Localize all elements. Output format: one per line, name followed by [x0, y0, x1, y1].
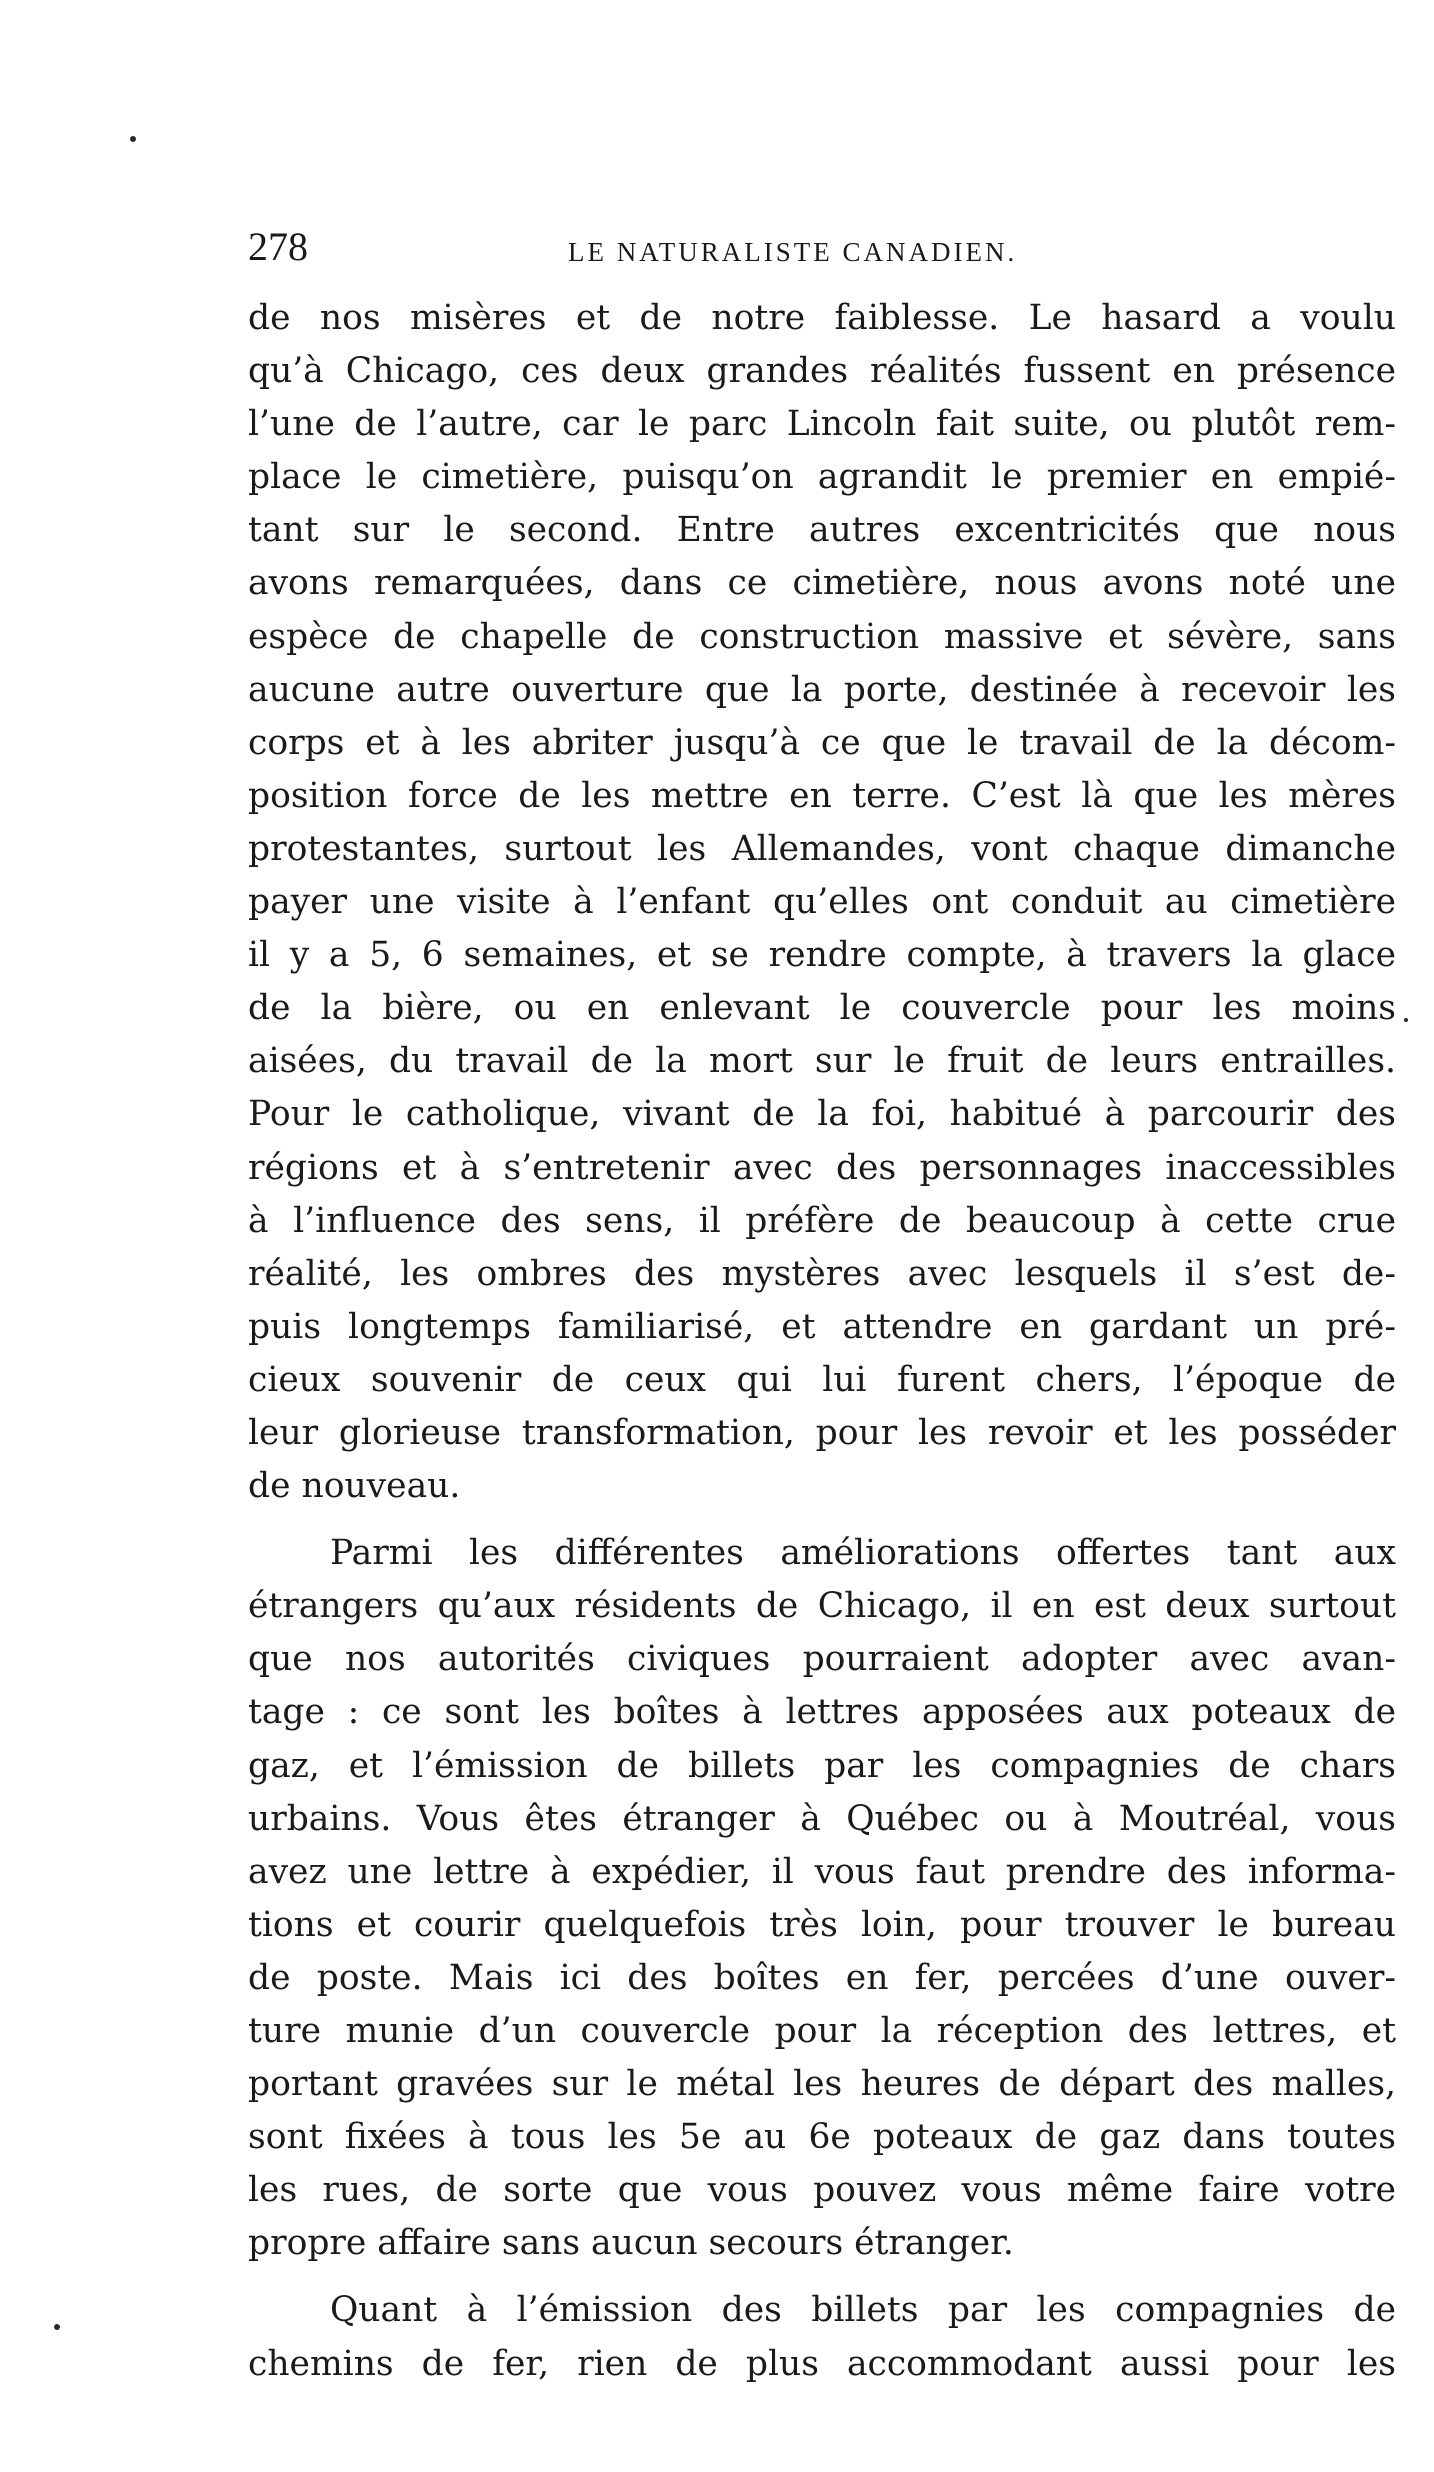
- text-line: de nouveau.: [248, 1466, 461, 1507]
- page-number: 278: [248, 224, 308, 269]
- text-line: protestantes, surtout les Allemandes, vont chaque dimanche: [248, 828, 1396, 869]
- text-line: Parmi les différentes améliorations offertes tant aux: [330, 1533, 1396, 1574]
- text-line: Pour le catholique, vivant de la foi, habitué à parcourir des: [248, 1094, 1396, 1135]
- text-line: propre affaire sans aucun secours étranger.: [248, 2223, 1014, 2264]
- text-line: qu’à Chicago, ces deux grandes réalités fussent en présence: [248, 351, 1396, 392]
- print-speck: [54, 2324, 60, 2330]
- text-line: aisées, du travail de la mort sur le fruit de leurs entrailles.: [248, 1041, 1396, 1082]
- text-line: de poste. Mais ici des boîtes en fer, percées d’une ouver-: [248, 1957, 1396, 1998]
- text-line: position force de les mettre en terre. C’est là que les mères: [248, 775, 1396, 816]
- text-line: portant gravées sur le métal les heures de départ des malles,: [248, 2064, 1396, 2105]
- text-line: payer une visite à l’enfant qu’elles ont conduit au cimetière: [248, 882, 1396, 923]
- text-line: avons remarquées, dans ce cimetière, nous avons noté une: [248, 563, 1396, 604]
- running-head: LE NATURALISTE CANADIEN.: [568, 237, 1018, 267]
- text-line: gaz, et l’émission de billets par les compagnies de chars: [248, 1745, 1396, 1786]
- text-line: régions et à s’entretenir avec des personnages inaccessibles: [248, 1147, 1396, 1188]
- text-line: tant sur le second. Entre autres excentricités que nous: [248, 510, 1396, 551]
- text-line: sont fixées à tous les 5e au 6e poteaux de gaz dans toutes: [248, 2117, 1396, 2158]
- text-line: leur glorieuse transformation, pour les revoir et les posséder: [248, 1412, 1396, 1453]
- text-line: l’une de l’autre, car le parc Lincoln fait suite, ou plutôt rem-: [248, 404, 1396, 445]
- text-line: tage : ce sont les boîtes à lettres apposées aux poteaux de: [248, 1692, 1396, 1733]
- paragraph-gap: [248, 1513, 1396, 1527]
- print-speck: [1404, 1018, 1408, 1022]
- text-line: cieux souvenir de ceux qui lui furent chers, l’époque de: [248, 1359, 1396, 1400]
- paragraph: [248, 1527, 1396, 2270]
- paragraph: [248, 2284, 1396, 2390]
- text-line: de nos misères et de notre faiblesse. Le hasard a voulu: [248, 298, 1396, 338]
- text-line: aucune autre ouverture que la porte, destinée à recevoir les: [248, 669, 1396, 710]
- text-line: réalité, les ombres des mystères avec lesquels il s’est de-: [248, 1253, 1396, 1294]
- text-line: tions et courir quelquefois très loin, pour trouver le bureau: [248, 1904, 1396, 1945]
- text-line: corps et à les abriter jusqu’à ce que le travail de la décom-: [248, 722, 1396, 763]
- body-text: [248, 292, 1396, 2391]
- text-line: à l’influence des sens, il préfère de beaucoup à cette crue: [248, 1200, 1396, 1241]
- text-line: puis longtemps familiarisé, et attendre en gardant un pré-: [248, 1306, 1396, 1347]
- paragraph: [248, 292, 1396, 1513]
- text-line: chemins de fer, rien de plus accommodant aussi pour les: [248, 2343, 1396, 2384]
- text-line: avez une lettre à expédier, il vous faut prendre des informa-: [248, 1851, 1396, 1892]
- print-speck: [130, 136, 136, 142]
- text-line: de la bière, ou en enlevant le couvercle pour les moins: [248, 988, 1396, 1029]
- text-line: urbains. Vous êtes étranger à Québec ou à Moutréal, vous: [248, 1798, 1396, 1839]
- text-line: les rues, de sorte que vous pouvez vous même faire votre: [248, 2170, 1396, 2211]
- text-line: il y a 5, 6 semaines, et se rendre compte, à travers la glace: [248, 935, 1396, 976]
- page-header: [248, 222, 1398, 282]
- text-line: que nos autorités civiques pourraient adopter avec avan-: [248, 1639, 1396, 1680]
- text-line: Quant à l’émission des billets par les compagnies de: [330, 2290, 1396, 2331]
- text-line: place le cimetière, puisqu’on agrandit le premier en empié-: [248, 457, 1396, 498]
- text-line: ture munie d’un couvercle pour la réception des lettres, et: [248, 2011, 1396, 2051]
- text-line: étrangers qu’aux résidents de Chicago, il en est deux surtout: [248, 1586, 1396, 1627]
- text-line: espèce de chapelle de construction massive et sévère, sans: [248, 616, 1396, 657]
- paragraph-gap: [248, 2270, 1396, 2284]
